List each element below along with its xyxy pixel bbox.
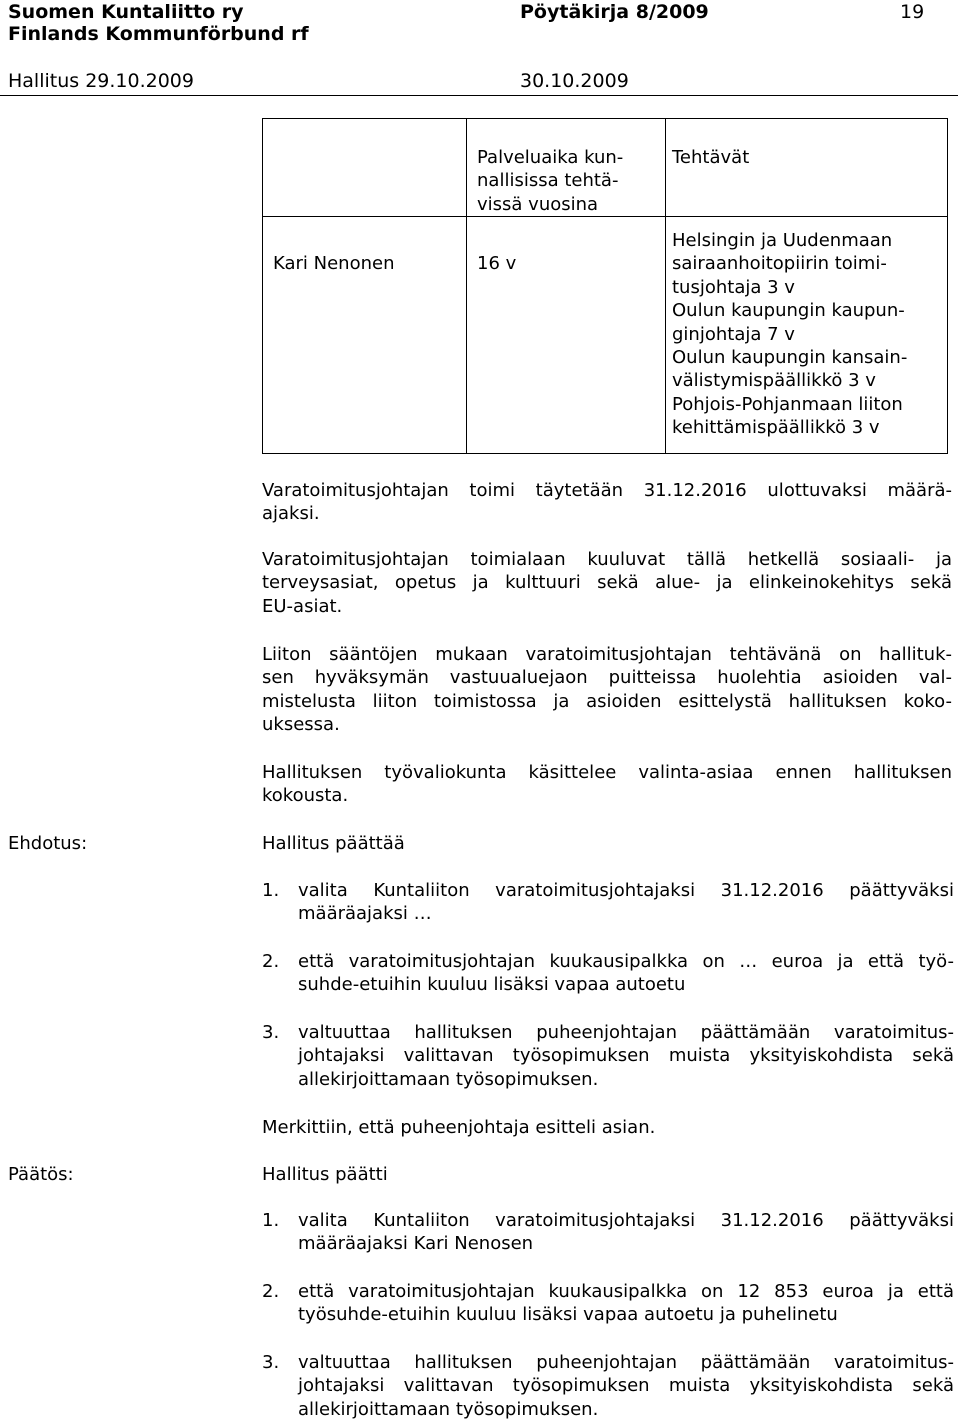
proposal-item-number: 3. [262,1022,280,1043]
proposal-label: Ehdotus: [8,833,88,854]
minutes-number: Pöytäkirja 8/2009 [520,1,709,23]
org-name-sv: Finlands Kommunförbund rf [8,23,309,45]
decision-item-number: 2. [262,1281,280,1302]
task-line: tusjohtaja 3 v [672,276,795,298]
proposal-intro: Hallitus päättää [262,833,405,854]
paragraph-rules: Liiton sääntöjen mukaan varatoimitusjohtajan tehtävänä on hallituk- sen hyväksymän vastuualuejaon puitteissa huolehtia asioiden val- mistelusta liiton toimistossa ja asioiden esittelystä hallituksen koko- uksessa. [262,644,952,736]
person-name: Kari Nenonen [273,253,395,274]
proposal-item-number: 1. [262,880,280,901]
meeting-label: Hallitus 29.10.2009 [8,70,194,92]
paragraph-term: Varatoimitusjohtajan toimi täytetään 31.12.2016 ulottuvaksi määrä- ajaksi. [262,480,952,525]
task-line: välistymispäällikkö 3 v [672,370,876,392]
tasks-list [672,229,907,440]
decision-item: että varatoimitusjohtajan kuukausipalkka on 12 853 euroa ja että työsuhde-etuihin kuuluu lisäksi vapaa autoetu ja puhelinetu [298,1281,954,1326]
paragraph-committee: Hallituksen työvaliokunta käsittelee valinta-asiaa ennen hallituksen kokousta. [262,762,952,807]
task-line: Helsingin ja Uudenmaan [672,230,893,251]
task-line: Oulun kaupungin kaupun- [672,300,905,322]
header-rule [0,95,958,96]
service-years: 16 v [477,253,517,274]
decision-intro: Hallitus päätti [262,1164,388,1185]
task-line: sairaanhoitopiirin toimi- [672,253,887,275]
decision-item: valtuuttaa hallituksen puheenjohtajan päättämään varatoimitus- johtajaksi valittavan työsopimuksen muista yksityiskohdista sekä allekirjoittamaan työsopimuksen. [298,1352,954,1420]
task-line: Oulun kaupungin kansain- [672,347,908,369]
service-heading: Palveluaika kun- nallisissa tehtä- vissä vuosina [477,147,624,215]
proposal-note: Merkittiin, että puheenjohtaja esitteli asian. [262,1117,656,1138]
proposal-item: valita Kuntaliiton varatoimitusjohtajaksi 31.12.2016 päättyväksi määräajaksi … [298,880,954,925]
task-line: kehittämispäällikkö 3 v [672,417,880,439]
paragraph-responsibilities: Varatoimitusjohtajan toimialaan kuuluvat tällä hetkellä sosiaali- ja terveysasiat, opetus ja kulttuuri sekä alue- ja elinkeinokehitys sekä EU-asiat. [262,549,952,617]
decision-item-number: 3. [262,1352,280,1373]
task-line: ginjohtaja 7 v [672,323,795,345]
decision-label: Päätös: [8,1164,74,1185]
tasks-heading: Tehtävät [672,147,750,168]
task-line: Pohjois-Pohjanmaan liiton [672,393,903,415]
table-cell-empty [263,119,467,217]
document-date: 30.10.2009 [520,70,629,92]
proposal-item: valtuuttaa hallituksen puheenjohtajan päättämään varatoimitus- johtajaksi valittavan työsopimuksen muista yksityiskohdista sekä allekirjoittamaan työsopimuksen. [298,1022,954,1090]
page-number: 19 [900,1,925,23]
proposal-item: että varatoimitusjohtajan kuukausipalkka on … euroa ja että työ- suhde-etuihin kuuluu lisäksi vapaa autoetu [298,951,954,996]
proposal-item-number: 2. [262,951,280,972]
decision-item-number: 1. [262,1210,280,1231]
decision-item: valita Kuntaliiton varatoimitusjohtajaksi 31.12.2016 päättyväksi määräajaksi Kari Nenosen [298,1210,954,1255]
org-name-fi: Suomen Kuntaliitto ry [8,1,244,23]
